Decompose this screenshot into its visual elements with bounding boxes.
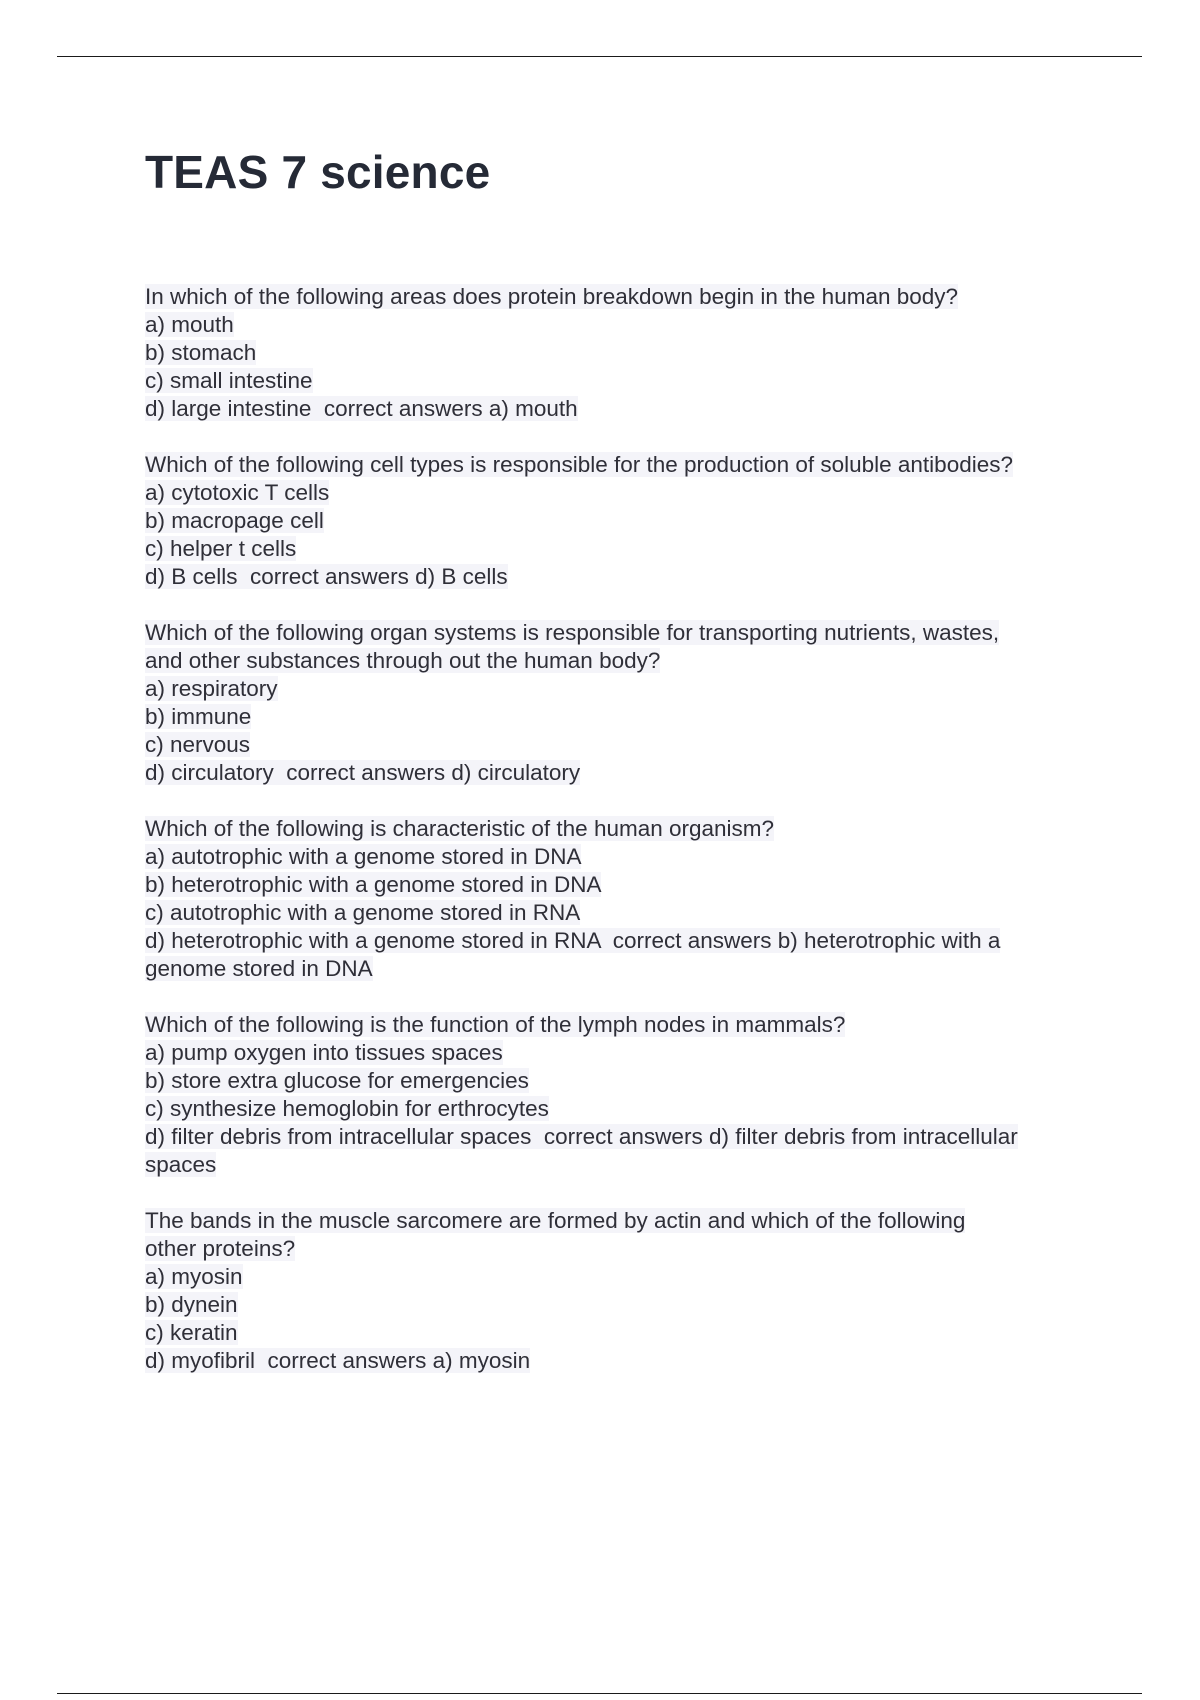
- answer-option-with-correct-answer: spaces: [145, 1152, 217, 1177]
- top-rule: [57, 56, 1142, 57]
- answer-option-with-correct-answer: d) circulatory correct answers d) circulatory: [145, 760, 581, 785]
- answer-option: c) synthesize hemoglobin for erthrocytes: [145, 1096, 549, 1121]
- question-block: [145, 283, 1105, 423]
- question-text: and other substances through out the human body?: [145, 648, 661, 673]
- page-title: TEAS 7 science: [145, 146, 491, 198]
- question-block: [145, 1011, 1105, 1179]
- question-text: Which of the following is the function of the lymph nodes in mammals?: [145, 1012, 846, 1037]
- answer-option: c) nervous: [145, 732, 251, 757]
- answer-option: a) respiratory: [145, 676, 278, 701]
- answer-option: b) stomach: [145, 340, 257, 365]
- question-text: In which of the following areas does protein breakdown begin in the human body?: [145, 284, 959, 309]
- bottom-rule: [57, 1693, 1142, 1694]
- answer-option: a) pump oxygen into tissues spaces: [145, 1040, 503, 1065]
- answer-option: c) keratin: [145, 1320, 238, 1345]
- question-text: Which of the following cell types is responsible for the production of soluble antibodies?: [145, 452, 1013, 477]
- question-block: [145, 1207, 1105, 1375]
- answer-option-with-correct-answer: d) heterotrophic with a genome stored in RNA correct answers b) heterotrophic with a: [145, 928, 1001, 953]
- answer-option: a) autotrophic with a genome stored in DNA: [145, 844, 582, 869]
- answer-option: a) myosin: [145, 1264, 243, 1289]
- answer-option: c) small intestine: [145, 368, 313, 393]
- answer-option: b) immune: [145, 704, 252, 729]
- answer-option: b) store extra glucose for emergencies: [145, 1068, 529, 1093]
- answer-option: b) macropage cell: [145, 508, 324, 533]
- answer-option-with-correct-answer: d) B cells correct answers d) B cells: [145, 564, 508, 589]
- question-list: [145, 283, 1105, 1403]
- question-text: other proteins?: [145, 1236, 296, 1261]
- question-block: [145, 815, 1105, 983]
- answer-option: b) dynein: [145, 1292, 238, 1317]
- answer-option-with-correct-answer: d) filter debris from intracellular spaces correct answers d) filter debris from intracellular: [145, 1124, 1018, 1149]
- question-text: Which of the following organ systems is responsible for transporting nutrients, wastes,: [145, 620, 1000, 645]
- answer-option: c) autotrophic with a genome stored in RNA: [145, 900, 581, 925]
- answer-option: a) cytotoxic T cells: [145, 480, 330, 505]
- answer-option-with-correct-answer: genome stored in DNA: [145, 956, 373, 981]
- answer-option: c) helper t cells: [145, 536, 297, 561]
- answer-option: a) mouth: [145, 312, 234, 337]
- answer-option-with-correct-answer: d) large intestine correct answers a) mouth: [145, 396, 578, 421]
- question-text: The bands in the muscle sarcomere are formed by actin and which of the following: [145, 1208, 966, 1233]
- question-block: [145, 619, 1105, 787]
- question-text: Which of the following is characteristic of the human organism?: [145, 816, 775, 841]
- question-block: [145, 451, 1105, 591]
- answer-option: b) heterotrophic with a genome stored in DNA: [145, 872, 602, 897]
- answer-option-with-correct-answer: d) myofibril correct answers a) myosin: [145, 1348, 531, 1373]
